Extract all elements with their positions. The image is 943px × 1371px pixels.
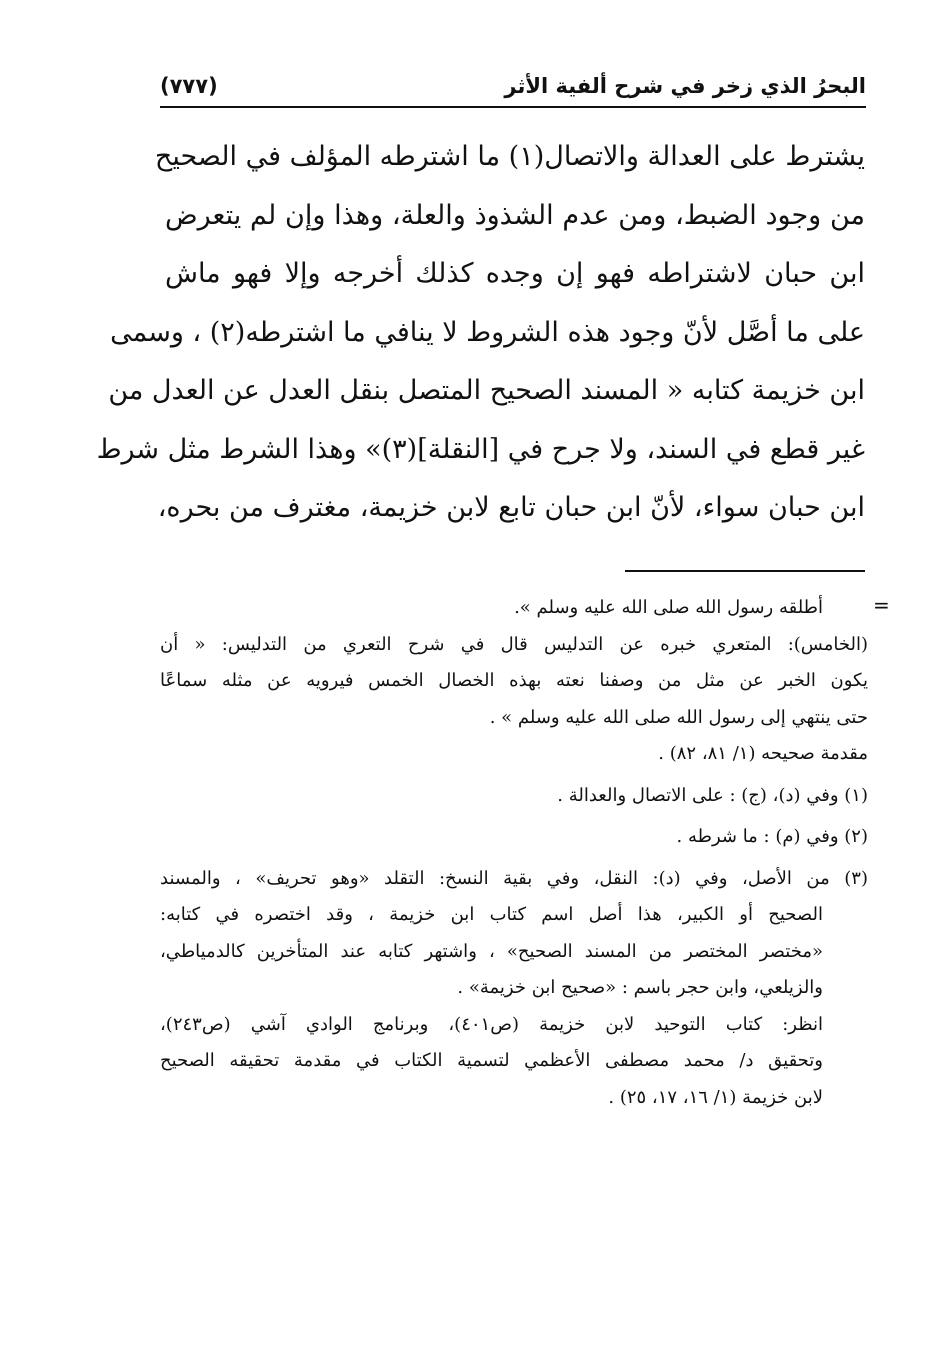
footnote-3-line: لابن خزيمة (١/ ١٦، ١٧، ٢٥) . [608, 1086, 823, 1108]
footnote-separator [625, 570, 865, 572]
running-title: البحرُ الذي زخر في شرح ألفية الأثر [504, 74, 866, 98]
footnote-continuation-line: أطلقه رسول الله صلى الله عليه وسلم ». [514, 597, 823, 618]
header-rule [160, 106, 866, 108]
text-line: على ما أصَّل لأنّ وجود هذه الشروط لا ينافي ما اشترطه(٢) ، وسمى [110, 316, 865, 348]
text-line: من وجود الضبط، ومن عدم الشذوذ والعلة، وهذا وإن لم يتعرض [165, 199, 865, 231]
footnote-1: (١) وفي (د)، (ج) : على الاتصال والعدالة . [557, 784, 868, 806]
page-header [160, 72, 866, 106]
main-text [96, 128, 865, 538]
text-line: ابن حبان سواء، لأنّ ابن حبان تابع لابن خزيمة، مغترف من بحره، [157, 492, 865, 523]
footnote-continuation-line: حتى ينتهي إلى رسول الله صلى الله عليه وسلم » . [489, 706, 868, 728]
footnotes [160, 590, 868, 1116]
footnote-2: (٢) وفي (م) : ما شرطه . [676, 826, 868, 847]
text-line: ابن خزيمة كتابه « المسند الصحيح المتصل بنقل العدل عن العدل من [108, 375, 865, 406]
footnote-3-line: (٣) من الأصل، وفي (د): النقل، وفي بقية النسخ: التقلد «وهو تحريف» ، والمسند [160, 867, 868, 889]
footnote-continuation-line: يكون الخبر عن مثل من وصفنا نعته بهذه الخصال الخمس فيرويه عن مثله سماعًا [160, 670, 868, 691]
footnote-3-line: وتحقيق د/ محمد مصطفى الأعظمي لتسمية الكتاب في مقدمة تحقيقه الصحيح [160, 1050, 823, 1071]
footnote-3-line: الصحيح أو الكبير، هذا أصل اسم كتاب ابن خزيمة ، وقد اختصره في كتابه: [160, 904, 823, 925]
footnote-continuation-line: مقدمة صحيحه (١/ ٨١، ٨٢) . [658, 743, 868, 764]
footnote-3-line: انظر: كتاب التوحيد لابن خزيمة (ص٤٠١)، وبرنامج الوادي آشي (ص٢٤٣)، [160, 1013, 824, 1035]
footnote-continuation-line: (الخامس): المتعري خبره عن التدليس قال في شرح التعري من التدليس: « أن [160, 633, 868, 655]
continuation-mark: = [873, 593, 890, 617]
footnote-3-line: «مختصر المختصر من المسند الصحيح» ، واشتهر كتابه عند المتأخرين كالدمياطي، [160, 940, 823, 962]
text-line: ابن حبان لاشتراطه فهو إن وجده كذلك أخرجه وإلا فهو ماش [165, 258, 865, 289]
text-line: غير قطع في السند، ولا جرح في [النقلة](٣)» وهذا الشرط مثل شرط [96, 433, 865, 465]
text-line: يشترط على العدالة والاتصال(١) ما اشترطه المؤلف في الصحيح [154, 141, 865, 172]
page-number: (٧٧٧) [160, 74, 218, 98]
footnote-3-line: والزيلعي، وابن حجر باسم : «صحيح ابن خزيمة» . [457, 977, 823, 998]
